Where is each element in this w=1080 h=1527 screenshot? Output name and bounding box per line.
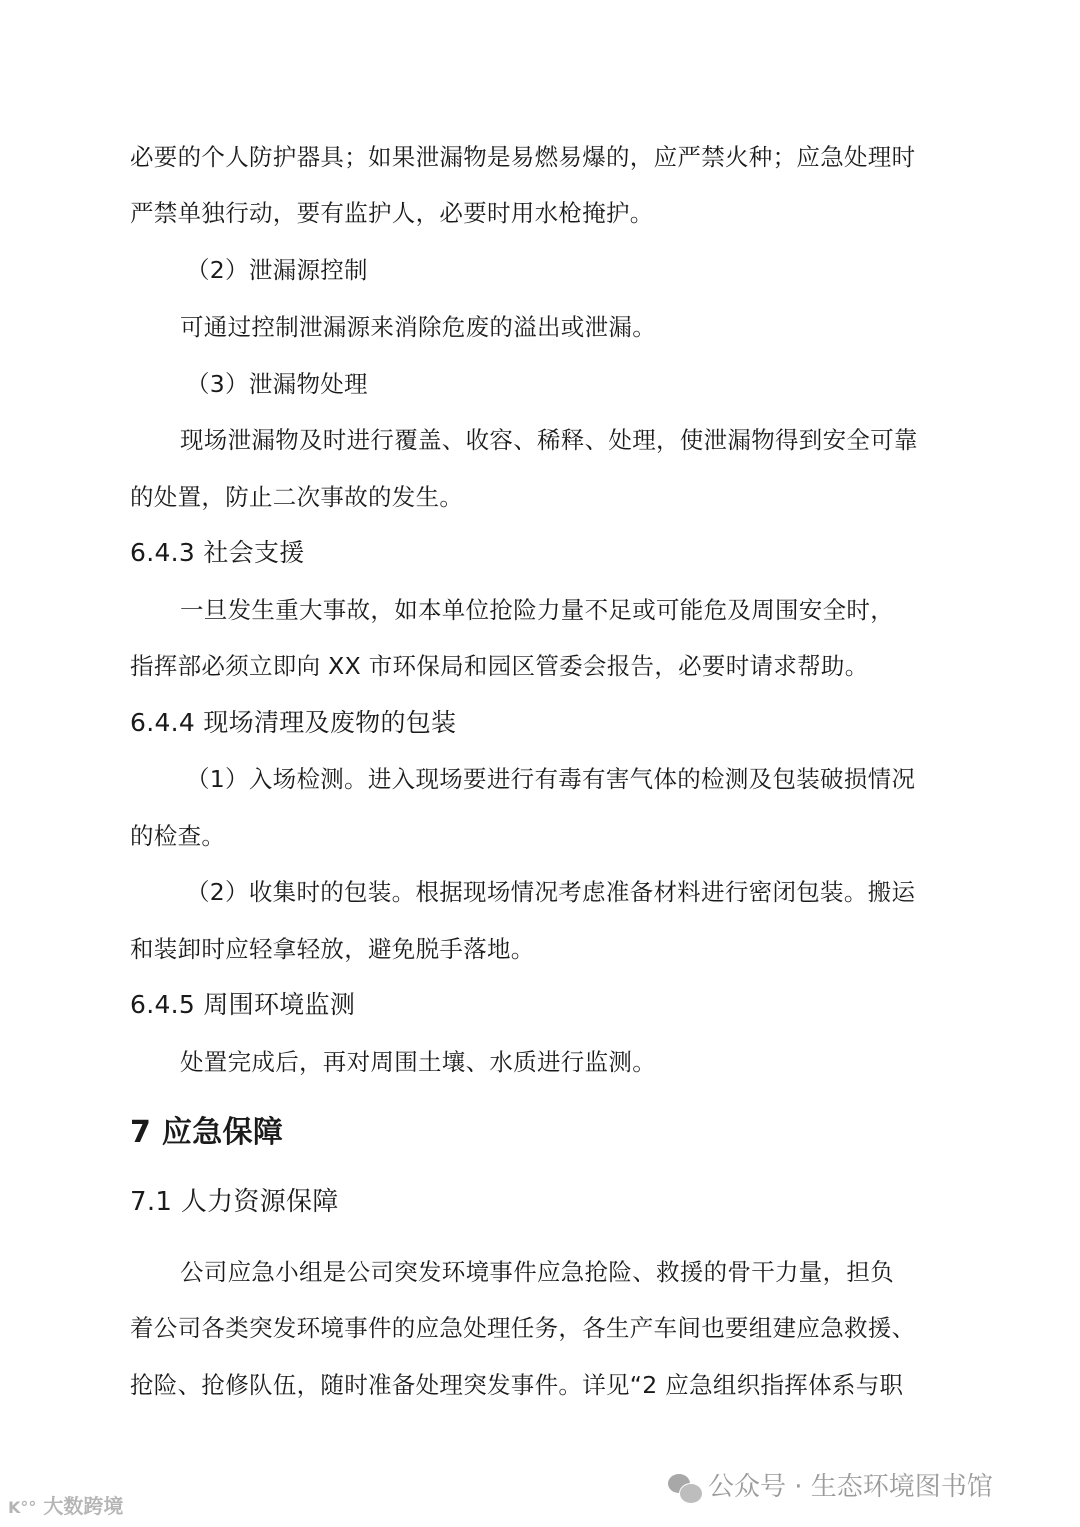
section-heading: 6.4.3 社会支援 (130, 538, 305, 567)
paragraph-line: 指挥部必须立即向 XX 市环保局和园区管委会报告，必要时请求帮助。 (130, 652, 869, 680)
section-heading: 6.4.4 现场清理及废物的包装 (130, 708, 457, 737)
paragraph-line: 着公司各类突发环境事件的应急处理任务，各生产车间也要组建应急救援、 (130, 1314, 916, 1342)
paragraph-line: 现场泄漏物及时进行覆盖、收容、稀释、处理，使泄漏物得到安全可靠 (180, 426, 918, 454)
wechat-watermark (668, 1466, 993, 1503)
wechat-account-text: 公众号 · 生态环境图书馆 (708, 1472, 993, 1502)
brand-logo-icon: K°° (8, 1498, 37, 1517)
paragraph-line: 严禁单独行动，要有监护人，必要时用水枪掩护。 (130, 199, 654, 227)
paragraph-line: 可通过控制泄漏源来消除危废的溢出或泄漏。 (180, 313, 656, 341)
wechat-icon (668, 1474, 702, 1502)
brand-watermark (8, 1490, 123, 1519)
chapter-heading: 7 应急保障 (130, 1115, 284, 1150)
paragraph-line: （2）收集时的包装。根据现场情况考虑准备材料进行密闭包装。搬运 (186, 878, 916, 906)
paragraph-line: 公司应急小组是公司突发环境事件应急抢险、救援的骨干力量，担负 (180, 1258, 894, 1286)
list-heading: （3）泄漏物处理 (186, 370, 368, 398)
paragraph-line: 一旦发生重大事故，如本单位抢险力量不足或可能危及周围安全时， (180, 596, 894, 624)
paragraph-line: 的检查。 (130, 822, 226, 850)
section-heading: 7.1 人力资源保障 (130, 1187, 339, 1217)
paragraph-line: 必要的个人防护器具；如果泄漏物是易燃易爆的，应严禁火种；应急处理时 (130, 143, 916, 171)
list-heading: （2）泄漏源控制 (186, 256, 368, 284)
section-heading: 6.4.5 周围环境监测 (130, 990, 356, 1019)
paragraph-line: 和装卸时应轻拿轻放，避免脱手落地。 (130, 935, 535, 963)
paragraph-line: （1）入场检测。进入现场要进行有毒有害气体的检测及包装破损情况 (186, 765, 916, 793)
brand-text: 大数跨境 (43, 1494, 124, 1518)
paragraph-line: 的处置，防止二次事故的发生。 (130, 483, 464, 511)
paragraph-line: 处置完成后，再对周围土壤、水质进行监测。 (180, 1048, 656, 1076)
paragraph-line: 抢险、抢修队伍，随时准备处理突发事件。详见“2 应急组织指挥体系与职 (130, 1371, 904, 1399)
